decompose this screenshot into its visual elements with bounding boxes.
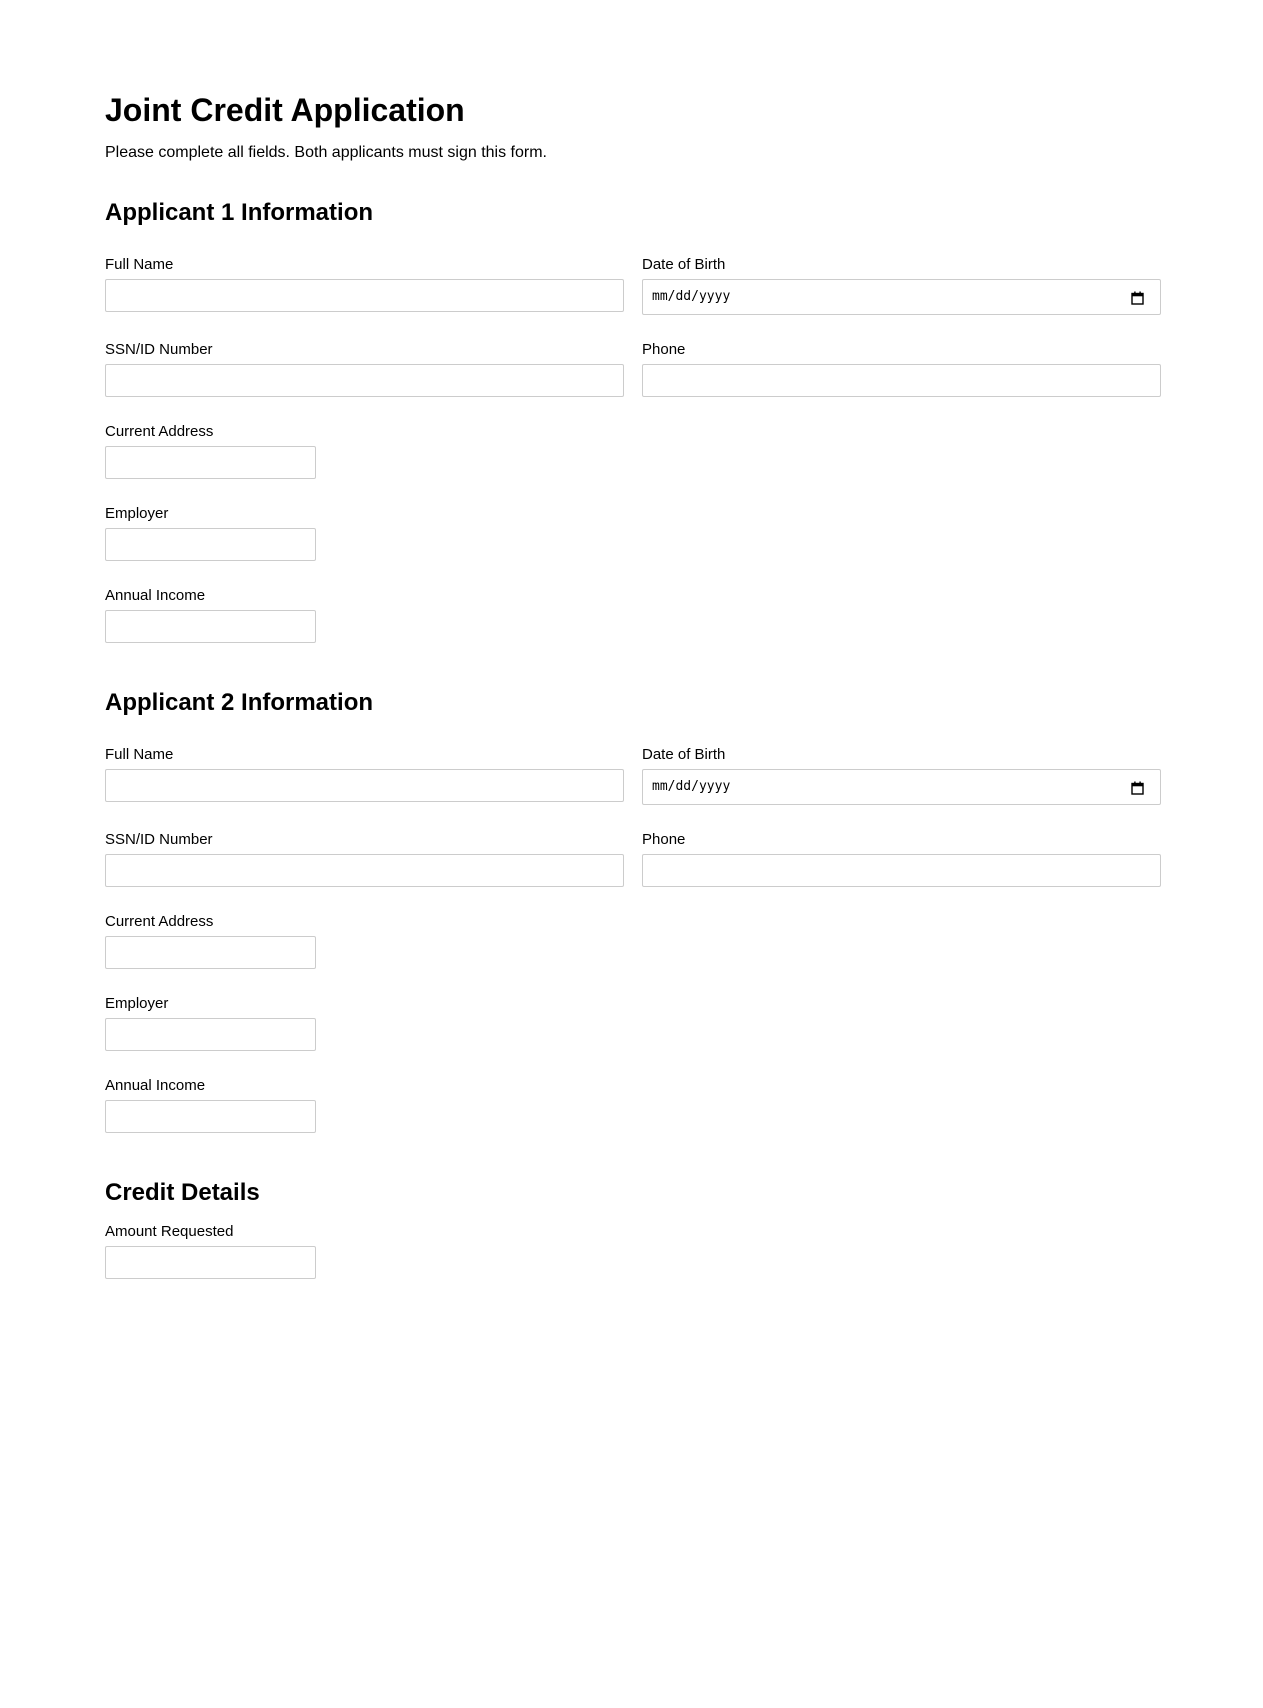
form-instructions: Please complete all fields. Both applicants must sign this form. xyxy=(105,144,547,161)
applicant-2-current-address-label: Current Address xyxy=(105,913,214,930)
applicant-1-heading: Applicant 1 Information xyxy=(105,199,374,226)
applicant-2-date-of-birth-label: Date of Birth xyxy=(642,746,726,763)
applicant-2-annual-income-label: Annual Income xyxy=(105,1077,206,1094)
amount-requested-input[interactable] xyxy=(105,1246,316,1279)
applicant-2-heading: Applicant 2 Information xyxy=(105,689,374,716)
applicant-2-phone-input[interactable] xyxy=(642,854,1161,887)
applicant-1-date-of-birth-label: Date of Birth xyxy=(642,256,726,273)
applicant-1-annual-income-input[interactable] xyxy=(105,610,316,643)
applicant-1-full-name-label: Full Name xyxy=(105,256,174,273)
applicant-1-ssn-label: SSN/ID Number xyxy=(105,341,213,358)
applicant-2-ssn-label: SSN/ID Number xyxy=(105,831,213,848)
applicant-1-employer-label: Employer xyxy=(105,505,169,522)
applicant-1-date-of-birth-input[interactable] xyxy=(642,279,1161,315)
page-title: Joint Credit Application xyxy=(105,92,465,128)
applicant-1-date-of-birth-placeholder: mm/dd/yyyy xyxy=(652,289,731,304)
applicant-2-ssn-input[interactable] xyxy=(105,854,624,887)
applicant-2-annual-income-input[interactable] xyxy=(105,1100,316,1133)
amount-requested-label: Amount Requested xyxy=(105,1223,234,1240)
applicant-1-current-address-input[interactable] xyxy=(105,446,316,479)
applicant-2-date-of-birth-placeholder: mm/dd/yyyy xyxy=(652,779,731,794)
calendar-icon[interactable] xyxy=(1131,781,1144,795)
applicant-2-current-address-input[interactable] xyxy=(105,936,316,969)
calendar-icon[interactable] xyxy=(1131,291,1144,305)
applicant-2-phone-label: Phone xyxy=(642,831,686,848)
applicant-1-current-address-label: Current Address xyxy=(105,423,214,440)
credit-details-heading: Credit Details xyxy=(105,1179,260,1206)
applicant-1-full-name-input[interactable] xyxy=(105,279,624,312)
applicant-2-full-name-label: Full Name xyxy=(105,746,174,763)
applicant-1-phone-label: Phone xyxy=(642,341,686,358)
applicant-1-ssn-input[interactable] xyxy=(105,364,624,397)
applicant-1-annual-income-label: Annual Income xyxy=(105,587,206,604)
applicant-1-employer-input[interactable] xyxy=(105,528,316,561)
applicant-2-full-name-input[interactable] xyxy=(105,769,624,802)
applicant-2-employer-label: Employer xyxy=(105,995,169,1012)
applicant-1-phone-input[interactable] xyxy=(642,364,1161,397)
applicant-2-date-of-birth-input[interactable] xyxy=(642,769,1161,805)
applicant-2-employer-input[interactable] xyxy=(105,1018,316,1051)
